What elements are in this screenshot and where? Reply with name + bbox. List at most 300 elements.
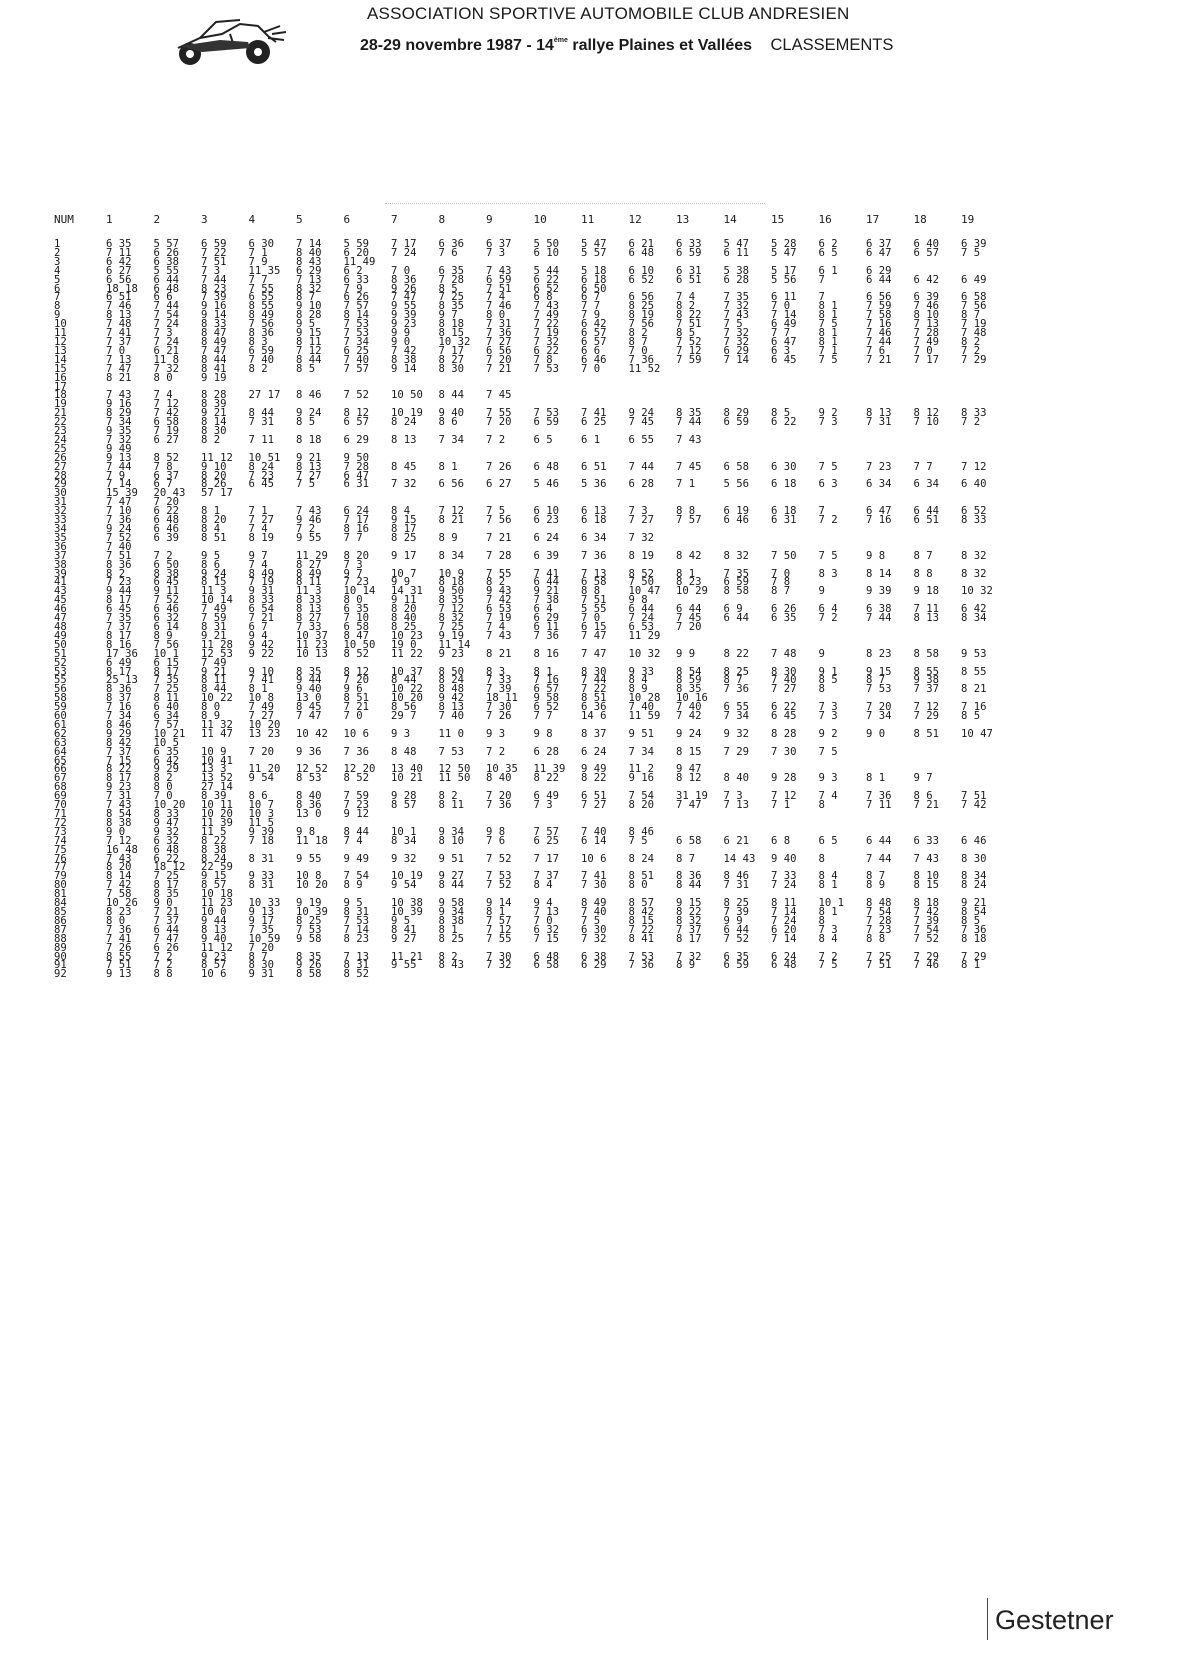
stage-time xyxy=(771,810,819,819)
stage-time: 8 2 xyxy=(628,327,648,340)
stage-time xyxy=(961,757,1009,766)
stage-time: 6 26 xyxy=(153,941,180,954)
stage-time: 6 57 xyxy=(343,416,370,429)
stage-time xyxy=(724,525,772,534)
stage-time: 8 17 xyxy=(106,772,132,785)
stage-time: 8 11 xyxy=(296,335,322,348)
stage-time: 7 57 xyxy=(343,300,370,313)
stage-time: 6 7 xyxy=(153,478,173,491)
stage-time: 7 23 xyxy=(343,576,370,589)
stage-time: 7 16 xyxy=(106,701,132,714)
stage-time: 7 56 xyxy=(628,318,655,331)
column-header-stage: 15 xyxy=(771,213,785,226)
stage-time: 8 7 xyxy=(676,852,696,865)
stage-time: 7 40 xyxy=(248,353,275,366)
stage-time: 6 23 xyxy=(533,514,560,527)
stage-time: 5 47 xyxy=(771,246,797,259)
table-row xyxy=(54,650,1009,659)
stage-time: 8 7 xyxy=(866,870,886,883)
competitor-number: 3 xyxy=(54,255,61,268)
stage-time: 9 14 xyxy=(486,897,512,910)
stage-time: 10 1 xyxy=(153,647,180,660)
stage-time: 5 50 xyxy=(533,238,560,250)
stage-time: 8 0 xyxy=(153,371,173,384)
column-header-stage: 3 xyxy=(201,213,208,226)
stage-time: 9 0 xyxy=(391,335,411,348)
stage-time: 6 39 xyxy=(153,531,180,544)
stage-time: 6 48 xyxy=(771,959,797,972)
stage-time: 7 22 xyxy=(533,318,560,331)
competitor-number: 49 xyxy=(54,629,67,642)
stage-time: 11 29 xyxy=(628,629,661,642)
table-row xyxy=(54,712,1009,721)
stage-time: 7 50 xyxy=(628,576,655,589)
table-row xyxy=(54,516,1009,525)
stage-time xyxy=(961,970,1009,979)
stage-time: 7 19 xyxy=(533,327,560,340)
stage-time: 7 44 xyxy=(866,852,892,865)
stage-time: 7 2 xyxy=(296,523,316,535)
competitor-number: 58 xyxy=(54,692,67,705)
stage-time xyxy=(296,374,344,383)
stage-time: 7 11 xyxy=(106,246,132,259)
stage-time: 6 53 xyxy=(628,620,655,633)
stage-time: 6 5 xyxy=(818,834,838,847)
stage-time: 8 19 xyxy=(248,531,275,544)
stage-time: 8 18 xyxy=(961,932,987,945)
stage-time: 8 13 xyxy=(866,407,892,420)
stage-time: 9 21 xyxy=(296,451,322,464)
stage-time: 7 53 xyxy=(343,318,370,331)
stage-time: 7 39 xyxy=(201,291,227,304)
stage-time: 7 36 xyxy=(106,514,132,527)
stage-time: 6 51 xyxy=(581,460,607,473)
stage-time: 12 20 xyxy=(343,763,376,776)
competitor-number: 89 xyxy=(54,941,67,954)
table-row xyxy=(54,552,1009,561)
stage-time: 7 40 xyxy=(676,701,702,714)
stage-time: 6 37 xyxy=(153,469,180,482)
stage-time: 8 13 xyxy=(913,612,940,625)
stage-time: 7 40 xyxy=(581,825,607,838)
stage-time: 8 29 xyxy=(723,407,750,420)
stage-time: 8 37 xyxy=(581,727,607,740)
stage-time: 7 10 xyxy=(913,416,940,429)
stage-time: 6 28 xyxy=(533,745,560,758)
stage-time: 7 20 xyxy=(486,790,512,803)
stage-time: 8 52 xyxy=(628,567,655,580)
stage-time: 7 41 xyxy=(533,567,560,580)
stage-time: 7 25 xyxy=(153,870,180,883)
stage-time xyxy=(771,489,819,498)
stage-time: 7 43 xyxy=(676,433,702,446)
stage-time: 5 47 xyxy=(723,238,750,250)
stage-time xyxy=(724,445,772,454)
stage-time: 8 17 xyxy=(153,665,180,678)
stage-time: 6 52 xyxy=(961,505,987,518)
stage-time: 8 6 xyxy=(913,790,933,803)
stage-time: 9 17 xyxy=(248,914,275,927)
stage-time xyxy=(391,489,439,498)
stage-time: 8 5 xyxy=(296,362,316,375)
stage-time: 7 4 xyxy=(486,291,506,304)
competitor-number: 22 xyxy=(54,416,67,429)
stage-time: 8 23 xyxy=(866,647,892,660)
stage-time: 8 18 xyxy=(913,897,940,910)
stage-time: 6 13 xyxy=(581,505,607,518)
stage-time xyxy=(534,445,582,454)
table-row xyxy=(54,970,1009,979)
stage-time: 6 42 xyxy=(106,255,132,268)
stage-time: 9 7 xyxy=(913,772,933,785)
stage-time: 7 32 xyxy=(391,478,417,491)
stage-time xyxy=(819,970,867,979)
stage-time: 9 18 xyxy=(913,585,940,598)
stage-time: 7 22 xyxy=(201,246,227,259)
stage-time: 9 13 xyxy=(106,968,132,981)
stage-time: 9 40 xyxy=(771,852,797,865)
stage-time: 8 7 xyxy=(628,335,648,348)
stage-time xyxy=(866,739,914,748)
stage-time: 6 29 xyxy=(296,264,322,277)
stage-time xyxy=(724,436,772,445)
stage-time: 7 53 xyxy=(438,745,465,758)
stage-time: 6 48 xyxy=(153,514,180,527)
stage-time: 8 22 xyxy=(676,309,702,322)
stage-time: 6 3 xyxy=(771,344,791,357)
stage-time: 8 1 xyxy=(438,460,458,473)
stage-time: 7 23 xyxy=(106,576,132,589)
competitor-number: 39 xyxy=(54,567,67,580)
stage-time: 7 33 xyxy=(486,674,512,687)
stage-time: 9 24 xyxy=(106,523,132,535)
stage-time: 9 40 xyxy=(201,932,227,945)
stage-time: 8 20 xyxy=(391,603,417,616)
stage-time: 7 47 xyxy=(581,629,607,642)
stage-time: 8 30 xyxy=(771,665,797,678)
stage-time: 8 xyxy=(818,683,825,696)
stage-time: 6 48 xyxy=(533,950,560,963)
stage-time xyxy=(724,427,772,436)
stage-time: 6 14 xyxy=(153,620,180,633)
stage-time: 7 36 xyxy=(106,923,132,936)
stage-time xyxy=(914,757,962,766)
column-header-stage: 13 xyxy=(676,213,690,226)
stage-time xyxy=(629,489,677,498)
stage-time: 8 45 xyxy=(391,460,417,473)
stage-time: 8 47 xyxy=(343,629,370,642)
stage-time: 7 57 xyxy=(486,914,512,927)
stage-time: 7 25 xyxy=(866,950,892,963)
table-row xyxy=(54,748,1009,757)
stage-time xyxy=(771,632,819,641)
table-row xyxy=(54,819,1009,828)
stage-time: 9 47 xyxy=(153,816,180,829)
stage-time: 6 29 xyxy=(343,433,370,446)
competitor-number: 23 xyxy=(54,425,67,438)
stage-time: 6 52 xyxy=(533,701,560,714)
stage-time: 8 54 xyxy=(961,905,987,918)
stage-time: 9 2 xyxy=(818,727,838,740)
stage-time: 7 41 xyxy=(581,407,607,420)
stage-time: 9 24 xyxy=(201,567,227,580)
stage-time: 7 53 xyxy=(533,407,560,420)
stage-time: 9 9 xyxy=(391,576,411,589)
competitor-number: 4 xyxy=(54,264,61,277)
stage-time: 7 45 xyxy=(676,460,702,473)
stage-time: 7 32 xyxy=(628,531,655,544)
stage-time: 6 56 xyxy=(486,344,512,357)
competitor-number: 63 xyxy=(54,736,67,749)
table-row xyxy=(54,391,1009,400)
stage-time: 8 33 xyxy=(296,594,322,607)
stage-time: 8 13 xyxy=(296,460,322,473)
stage-time: 7 17 xyxy=(343,514,370,527)
stage-time xyxy=(534,374,582,383)
stage-time: 9 17 xyxy=(391,549,417,562)
competitor-number: 45 xyxy=(54,594,67,607)
stage-time: 7 20 xyxy=(248,941,275,954)
stage-time: 5 47 xyxy=(581,238,607,250)
stage-time: 9 44 xyxy=(106,585,132,598)
stage-time: 8 23 xyxy=(676,576,702,589)
stage-time: 8 4 xyxy=(818,870,838,883)
stage-time: 6 44 xyxy=(153,273,180,286)
stage-time: 17 36 xyxy=(106,647,138,660)
competitor-number: 65 xyxy=(54,754,67,767)
stage-time: 8 9 xyxy=(201,710,221,723)
stage-time: 8 25 xyxy=(723,665,750,678)
stage-time: 10 16 xyxy=(676,692,708,705)
stage-time: 7 13 xyxy=(296,273,322,286)
stage-time: 7 41 xyxy=(106,932,132,945)
stage-time: 7 28 xyxy=(486,549,512,562)
stage-time xyxy=(819,391,867,400)
stage-time: 8 5 xyxy=(296,416,316,429)
stage-time: 8 49 xyxy=(201,335,227,348)
stage-time: 9 53 xyxy=(961,647,987,660)
stage-time: 7 29 xyxy=(723,745,750,758)
stage-time: 6 22 xyxy=(533,344,560,357)
stage-time: 9 14 xyxy=(201,309,227,322)
stage-time: 8 6 xyxy=(248,790,268,803)
stage-time xyxy=(724,623,772,632)
stage-time: 8 25 xyxy=(628,300,655,313)
stage-time: 8 1 xyxy=(866,772,886,785)
stage-time: 8 8 xyxy=(913,567,933,580)
stage-time: 6 58 xyxy=(153,416,180,429)
table-row xyxy=(54,480,1009,489)
stage-time: 10 20 xyxy=(201,808,233,820)
stage-time: 8 1 xyxy=(486,905,506,918)
stage-time: 7 53 xyxy=(486,870,512,883)
stage-time: 8 38 xyxy=(438,914,465,927)
stage-time: 6 44 xyxy=(533,576,560,589)
stage-time: 8 14 xyxy=(866,567,892,580)
stage-time xyxy=(914,391,962,400)
stage-time: 10 37 xyxy=(391,665,423,678)
stage-time: 8 8 xyxy=(581,585,601,598)
stage-time: 7 25 xyxy=(153,683,180,696)
stage-time xyxy=(724,970,772,979)
stage-time: 6 44 xyxy=(913,505,940,518)
stage-time: 9 16 xyxy=(201,300,227,313)
stage-time: 7 47 xyxy=(391,291,417,304)
stage-time: 7 11 xyxy=(248,433,275,446)
stage-time: 7 20 xyxy=(486,416,512,429)
stage-time: 13 52 xyxy=(201,772,233,785)
stage-time: 10 1 xyxy=(391,825,417,838)
stage-time: 18 11 xyxy=(486,692,518,705)
stage-time: 22 59 xyxy=(201,861,233,874)
stage-time: 10 7 xyxy=(248,799,275,812)
column-header-stage: 5 xyxy=(296,213,303,226)
stage-time: 8 0 xyxy=(343,594,363,607)
stage-time: 9 21 xyxy=(201,407,227,420)
stage-time: 8 36 xyxy=(106,558,132,571)
stage-time: 9 5 xyxy=(296,318,316,331)
stage-time: 7 53 xyxy=(343,327,370,340)
stage-time: 12 52 xyxy=(296,763,328,776)
stage-time: 8 15 xyxy=(913,879,940,892)
stage-time xyxy=(819,498,867,507)
stage-time: 9 xyxy=(818,647,825,660)
stage-time: 7 14 xyxy=(771,905,797,918)
stage-time: 6 46 xyxy=(153,603,180,616)
stage-time: 8 58 xyxy=(723,585,750,598)
stage-time: 9 23 xyxy=(106,781,132,794)
competitor-number: 1 xyxy=(54,238,61,250)
stage-time: 6 33 xyxy=(676,238,702,250)
stage-time: 7 12 xyxy=(296,344,322,357)
stage-time: 9 46 xyxy=(296,514,322,527)
stage-time: 7 32 xyxy=(153,362,180,375)
stage-time: 6 48 xyxy=(533,460,560,473)
stage-time: 7 37 xyxy=(106,745,132,758)
stage-time: 8 7 xyxy=(248,950,268,963)
stage-time: 7 41 xyxy=(581,870,607,883)
stage-time xyxy=(819,285,867,294)
footer-divider xyxy=(987,1598,988,1640)
stage-time: 7 30 xyxy=(486,950,512,963)
stage-time: 7 3 xyxy=(533,799,553,812)
stage-time xyxy=(961,623,1009,632)
stage-time: 7 24 xyxy=(153,318,180,331)
stage-time: 8 57 xyxy=(201,959,227,972)
stage-time: 6 46 xyxy=(961,834,987,847)
stage-time: 25 13 xyxy=(106,674,138,687)
stage-time: 8 30 xyxy=(961,852,987,865)
stage-time: 7 0 xyxy=(913,344,933,357)
stage-time: 6 38 xyxy=(581,950,607,963)
stage-time: 9 28 xyxy=(771,772,797,785)
stage-time: 7 36 xyxy=(866,790,892,803)
stage-time: 9 8 xyxy=(296,825,316,838)
stage-time: 7 55 xyxy=(486,407,512,420)
stage-time: 9 40 xyxy=(296,683,322,696)
stage-time: 5 46 xyxy=(533,478,560,491)
stage-time: 7 5 xyxy=(628,834,648,847)
stage-time: 8 21 xyxy=(961,683,987,696)
stage-time: 8 xyxy=(818,852,825,865)
stage-time: 8 9 xyxy=(676,959,696,972)
stage-time: 8 1 xyxy=(676,567,696,580)
competitor-number: 76 xyxy=(54,852,67,865)
stage-time: 7 44 xyxy=(676,416,702,429)
table-row xyxy=(54,534,1009,543)
stage-time: 7 44 xyxy=(153,300,180,313)
table-row xyxy=(54,855,1009,864)
stage-time: 6 36 xyxy=(581,701,607,714)
competitor-number: 48 xyxy=(54,620,67,633)
stage-time: 8 39 xyxy=(201,790,227,803)
stage-time: 7 17 xyxy=(438,344,465,357)
stage-time: 7 47 xyxy=(676,799,702,812)
stage-time: 9 19 xyxy=(438,629,465,642)
stage-time: 7 28 xyxy=(913,327,940,340)
stage-time: 9 55 xyxy=(391,959,417,972)
stage-time: 6 31 xyxy=(676,264,702,277)
stage-time: 8 35 xyxy=(676,683,702,696)
stage-time: 8 4 xyxy=(391,505,411,518)
stage-time: 7 28 xyxy=(438,273,465,286)
stage-time: 11 59 xyxy=(628,710,661,723)
competitor-number: 67 xyxy=(54,772,67,785)
stage-time xyxy=(676,445,724,454)
stage-time: 8 58 xyxy=(296,968,322,981)
stage-time: 8 10 xyxy=(913,309,940,322)
stage-time: 7 51 xyxy=(676,318,702,331)
stage-time xyxy=(819,810,867,819)
stage-time: 9 7 xyxy=(248,549,268,562)
stage-time: 6 39 xyxy=(961,238,987,250)
stage-time: 7 16 xyxy=(961,701,987,714)
competitor-number: 92 xyxy=(54,968,67,981)
stage-time xyxy=(961,765,1009,774)
stage-time: 8 19 xyxy=(628,549,655,562)
stage-time: 7 30 xyxy=(771,745,797,758)
stage-time: 7 0 xyxy=(581,612,601,625)
stage-time: 9 xyxy=(818,585,825,598)
competitor-number: 24 xyxy=(54,433,67,446)
column-header-stage: 17 xyxy=(866,213,880,226)
stage-time xyxy=(961,810,1009,819)
stage-time: 7 38 xyxy=(533,594,560,607)
stage-time: 11 23 xyxy=(201,897,233,910)
stage-time: 9 9 xyxy=(391,327,411,340)
stage-time: 6 51 xyxy=(106,291,132,304)
stage-time: 8 4 xyxy=(818,932,838,945)
stage-time: 8 57 xyxy=(628,897,655,910)
stage-time: 6 40 xyxy=(913,238,940,250)
stage-time: 8 3 xyxy=(248,335,268,348)
competitor-number: 66 xyxy=(54,763,67,776)
stage-time: 7 23 xyxy=(866,460,892,473)
stage-time: 8 34 xyxy=(961,612,987,625)
stage-time: 11 22 xyxy=(391,647,423,660)
competitor-number: 87 xyxy=(54,923,67,936)
stage-time: 6 5 xyxy=(533,433,553,446)
stage-time: 8 52 xyxy=(343,772,370,785)
stage-time: 7 35 xyxy=(248,923,275,936)
competitor-number: 10 xyxy=(54,318,67,331)
stage-time: 7 28 xyxy=(866,914,892,927)
stage-time: 7 4 xyxy=(676,291,696,304)
stage-time: 7 3 xyxy=(628,505,648,518)
stage-time: 7 52 xyxy=(486,879,512,892)
stage-time: 8 25 xyxy=(296,914,322,927)
competitor-number: 72 xyxy=(54,816,67,829)
